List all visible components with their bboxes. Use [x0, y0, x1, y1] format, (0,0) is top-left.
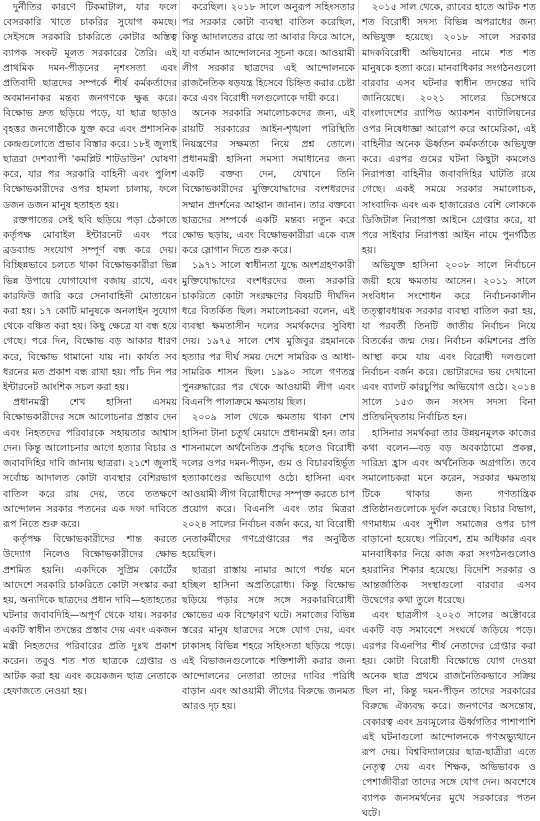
- paragraph: অভিযুক্ত হাসিনা ২০০৮ সালে নির্বাচনে জয়ী হয়ে ক্ষমতায় আসেন। ২০১১ সালে সংবিধান সংশোধন করে নির্বাচনকালীন তত্ত্বাবধায়ক সরকার ব্যবস্থা বাতিল করা হয়, যা পরবর্তী তিনটি জাতীয় নির্বাচন নিয়ে বিতর্কের জন্ম দেয়। নির্বাচন কমিশনের প্রতি আস্থা কমে যায় এবং বিরোধী দলগুলো নির্বাচন বর্জন করে। ভোটারদের ভয় দেখানো এবং ব্যালট কারচুপির অভিযোগ ওঠে। ২০১৪ সালে ১৫৩ জন সংসদ সদস্য বিনা প্রতিদ্বন্দ্বিতায় নির্বাচিত হন।: [362, 260, 536, 424]
- article-column-1: [3, 0, 177, 698]
- column-divider: [358, 0, 359, 440]
- paragraph: ছাত্ররা রাস্তায় নামার আগে পর্যন্ত মনে হচ্ছিল হাসিনা অপ্রতিরোধ্য। কিন্তু বিক্ষোভ ছড়িয়ে পড়ার সঙ্গে সঙ্গে সরকারবিরোধী ক্ষোভের এক বিস্ফোরণ ঘটে। সমাজের বিভিন্ন স্তরের মানুষ ছাত্রদের সঙ্গে যোগ দেয়, এবং ঢাকাসহ বিভিন্ন শহরে সহিংসতা ছড়িয়ে পড়ে। এই বিভাজনগুলোকে শক্তিশালী করার জন্য আন্দোলনের নেতারা তাদের দাবির পরিধি বাড়ান এবং আওয়ামী লীগের বিরুদ্ধে জনমত আরও দৃঢ় হয়।: [182, 564, 355, 713]
- paragraph: করেছিল। ২০১৮ সালে অনুরূপ সহিংসতার পর সরকার কোটা ব্যবস্থা বাতিল করেছিল, কিন্তু আদালতের রায়ে তা আবার ফিরে আসে, যা বর্তমান আন্দোলনের সূচনা করে। আওয়ামী লীগ সরকার ছাত্রদের এই আন্দোলনকে রাজনৈতিক ষড়যন্ত্র হিসেবে চিহ্নিত করার চেষ্টা করে এবং বিরোধী দলগুলোকে দায়ী করে।: [182, 2, 355, 105]
- paragraph: দুর্নীতির কারণে টিকমাটাল, যার ফলে বেসরকারি খাতে চাকরির সুযোগ কমছে। সেইসঙ্গে সরকারি চাকরিতে কোটার অস্তিত্ব ব্যাপক সংকট মূলত সরকারের তৈরি। এই প্রাথমিক দমন-পীড়নের নৃশংসতা এবং প্রতিবাদী ছাত্রদের সম্পর্কে শীর্ষ কর্মকর্তাদের অবমাননাকর মন্তব্য জনগণকে ক্ষুব্ধ করে। বিক্ষোভ দ্রুত ছড়িয়ে পড়ে, যা ছাত্র ছাড়াও বৃহত্তর জনগোষ্ঠীকে যুক্ত করে এবং প্রশাসনিক কেন্দ্রগুলোতে প্রভাব বিস্তার করে। ১৮ই জুলাই ছাত্ররা দেশব্যাপী 'কমপ্লিট শাটডাউন' ঘোষণা করে, যার পর সরকারি বাহিনী এবং পুলিশ বিক্ষোভকারীদের ওপর হামলা চালায়, ফলে ডজন ডজন মানুষ হতাহত হয়।: [3, 2, 177, 211]
- paragraph: ২০০৯ সাল থেকে ক্ষমতায় থাকা শেখ হাসিনা টানা চতুর্থ মেয়াদে প্রধানমন্ত্রী হন। তার শাসনামলে অর্থনৈতিক প্রবৃদ্ধি হলেও বিরোধী দলের ওপর দমন-পীড়ন, গুম ও বিচারবহির্ভূত হত্যাকাণ্ডের অভিযোগ ওঠে। হাসিনা এবং আওয়ামী লীগ বিরোধীদের সম্পৃক্ত করতে চাপ প্রয়োগ করে। বিএনপি এবং তার মিত্ররা ২০২৪ সালের নির্বাচন বর্জন করে, যা বিরোধী নেতাকর্মীদের গণগ্রেপ্তারের পর অনুষ্ঠিত হয়েছিল।: [182, 412, 355, 561]
- paragraph: অনেক সরকারি সমালোচকদের জন্য, এই রায়টি সরকারের আইন-শৃঙ্খলা পরিস্থিতি নিয়ন্ত্রণের সক্ষমতা নিয়ে প্রশ্ন তোলে। প্রধানমন্ত্রী হাসিনা সমস্যা সমাধানের জন্য একটি বক্তব্য দেন, যেখানে তিনি বিক্ষোভকারীদের মুক্তিযোদ্ধাদের বংশধরদের সম্মান প্রদর্শনের আহ্বান জানান। তার বক্তব্যে ছাত্রদের সম্পর্কে একটি মন্তব্য নতুন করে ক্ষোভ ছড়ায়, এবং বিক্ষোভকারীরা একে ব্যঙ্গ করে স্লোগান দিতে শুরু করে।: [182, 108, 355, 257]
- paragraph: হাসিনার সমর্থকরা তার উন্নয়নমূলক কাজের কথা বলেন—বড় বড় অবকাঠামো প্রকল্প, দারিদ্র্য হ্রাস এবং অর্থনৈতিক অগ্রগতি। তবে সমালোচকরা মনে করেন, সরকার ক্ষমতায় টিকে থাকার জন্য গণতান্ত্রিক প্রতিষ্ঠানগুলোকে দুর্বল করেছে। বিচার বিভাগ, গণমাধ্যম এবং সুশীল সমাজের ওপর চাপ বাড়ানো হয়েছে। পরিবেশ, শ্রম অধিকার এবং মানবাধিকার নিয়ে কাজ করা সংগঠনগুলোও হয়রানির শিকার হয়েছে। বিদেশি সরকার ও আন্তর্জাতিক সংস্থাগুলো বারবার এসব উদ্বেগের কথা তুলে ধরেছে।: [362, 427, 536, 606]
- paragraph: রক্তপাতের সেই ছবি ছড়িয়ে পড়া ঠেকাতে কর্তৃপক্ষ মোবাইল ইন্টারনেট এবং পরে ব্রডব্যান্ড সংযোগ সম্পূর্ণ বন্ধ করে দেয়। বিচ্ছিন্নভাবে চলতে থাকা বিক্ষোভকারীরা ভিন্ন ভিন্ন উপায়ে যোগাযোগ বজায় রাখে, এবং কারফিউ জারি করে সেনাবাহিনী মোতায়েন করা হয়। ১৭ কোটি মানুষকে অনলাইন সুযোগ থেকে বঞ্চিত করা হয়। কিছু ক্ষেত্রে যা বন্ধ হয়ে গেছে। পরে দিন, বিক্ষোভ বড় আকার ধারণ করে, বিক্ষোভ থামানো যায় না। কার্যত সব ধরনের মত প্রকাশ বন্ধ রাখা হয়। পাঁচ দিন পর ইন্টারনেট আংশিক সচল করা হয়।: [3, 214, 177, 394]
- paragraph: প্রধানমন্ত্রী শেখ হাসিনা এসময় বিক্ষোভকারীদের সঙ্গে আলোচনার প্রস্তাব দেন এবং নিহতদের পরিবারকে সহায়তার আশ্বাস দেন। কিন্তু আলোচনার আগে হত্যার বিচার ও জবাবদিহির দাবি জানায় ছাত্ররা। ২১শে জুলাই সর্বোচ্চ আদালত কোটা ব্যবস্থার বেশিরভাগ বাতিল করে রায় দেয়, তবে ততক্ষণে আন্দোলন সরকার পতনের এক দফা দাবিতে রূপ নিতে শুরু করে।: [3, 397, 177, 530]
- article-column-3: [362, 0, 536, 819]
- paragraph: ২০১৫ সাল থেকে, র‍্যাবের হাতে আটক শত শত বিরোধী সদস্য বিভিন্ন অপরাধের জন্য অভিযুক্ত হয়েছে। ২০১৮ সালে সরকার মাদকবিরোধী অভিযানের নামে শত শত মানুষকে হত্যা করে। মানবাধিকার সংগঠনগুলো বারবার এসব ঘটনার স্বাধীন তদন্তের দাবি জানিয়েছে। ২০২১ সালের ডিসেম্বরে বাংলাদেশের র‍্যাপিড অ্যাকশন ব্যাটালিয়নের ওপর নিষেধাজ্ঞা আরোপ করে আমেরিকা, এই বাহিনীর অনেক ঊর্ধ্বতন কর্মকর্তাকে অভিযুক্ত করে। এরপর গুমের ঘটনা কিছুটা কমলেও নিরাপত্তা বাহিনীর জবাবদিহির ঘাটতি রয়ে গেছে। একই সময়ে সরকার সমালোচক, সাংবাদিক এবং এক হাজারেরও বেশি লোককে ডিজিটাল নিরাপত্তা আইনে গ্রেপ্তার করে, যা পরে সাইবার নিরাপত্তা আইন নামে পুনর্গঠিত হয়।: [362, 2, 536, 257]
- paragraph: কর্তৃপক্ষ বিক্ষোভকারীদের শান্ত করতে উদ্যোগ নিলেও বিক্ষোভকারীদের ক্ষোভ প্রশমিত হয়নি। একদিকে সুপ্রিম কোর্টের আদেশে সরকারি চাকরিতে কোটা সংস্কার করা হয়, অন্যদিকে ছাত্রদের প্রধান দাবি—হতাহতের ঘটনার জবাবদিহি—অপূর্ণ থেকে যায়। সরকার একটি স্বাধীন তদন্তের প্রস্তাব দেয় এবং একজন মন্ত্রী নিহতদের পরিবারের প্রতি দুঃখ প্রকাশ করেন। তবুও শত শত ছাত্রকে গ্রেপ্তার ও আটক করা হয় এবং কয়েকজন ছাত্র নেতাকে হেফাজতে নেওয়া হয়।: [3, 534, 177, 698]
- paragraph: এবং ছাত্রলীগ ২০২৩ সালের অক্টোবরে একটি বড় সমাবেশে সংঘর্ষে জড়িয়ে পড়ে। এরপর বিএনপির শীর্ষ নেতাদের গ্রেপ্তার করা হয়। কোটা বিরোধী বিক্ষোভে যোগ দেওয়া অনেক ছাত্র প্রথমে রাজনৈতিকভাবে সক্রিয় ছিল না, কিন্তু দমন-পীড়ন তাদের সরকারের বিরুদ্ধে ঐক্যবদ্ধ করে। জনগণের অসন্তোষ, বেকারত্ব এবং দ্রব্যমূল্যের ঊর্ধ্বগতির পাশাপাশি এই ঘটনাগুলো আন্দোলনকে গণঅভ্যুত্থানে রূপ দেয়। বিশ্ববিদ্যালয়ের ছাত্র-ছাত্রীরা এতে নেতৃত্ব দেয় এবং শিক্ষক, অভিভাবক ও পেশাজীবীরা তাদের সঙ্গে যোগ দেন। অবশেষে ব্যাপক জনসমর্থনের মুখে সরকারের পতন ঘটে।: [362, 610, 536, 819]
- column-divider: [179, 0, 180, 440]
- article-column-2: [182, 0, 355, 713]
- paragraph: ১৯৭১ সালে স্বাধীনতা যুদ্ধে অংশগ্রহণকারী মুক্তিযোদ্ধাদের বংশধরদের জন্য সরকারি চাকরিতে কোটা সংরক্ষণের বিষয়টি দীর্ঘদিন ধরে বিতর্কিত ছিল। সমালোচকরা বলেন, এই ব্যবস্থা ক্ষমতাসীন দলের সমর্থকদের সুবিধা দেয়। ১৯৭৫ সালে শেখ মুজিবুর রহমানকে হত্যার পর দীর্ঘ সময় দেশে সামরিক ও আধা-সামরিক শাসন ছিল। ১৯৯০ সালে গণতন্ত্র পুনরুদ্ধারের পর থেকে আওয়ামী লীগ এবং বিএনপি পালাক্রমে ক্ষমতায় ছিল।: [182, 260, 355, 409]
